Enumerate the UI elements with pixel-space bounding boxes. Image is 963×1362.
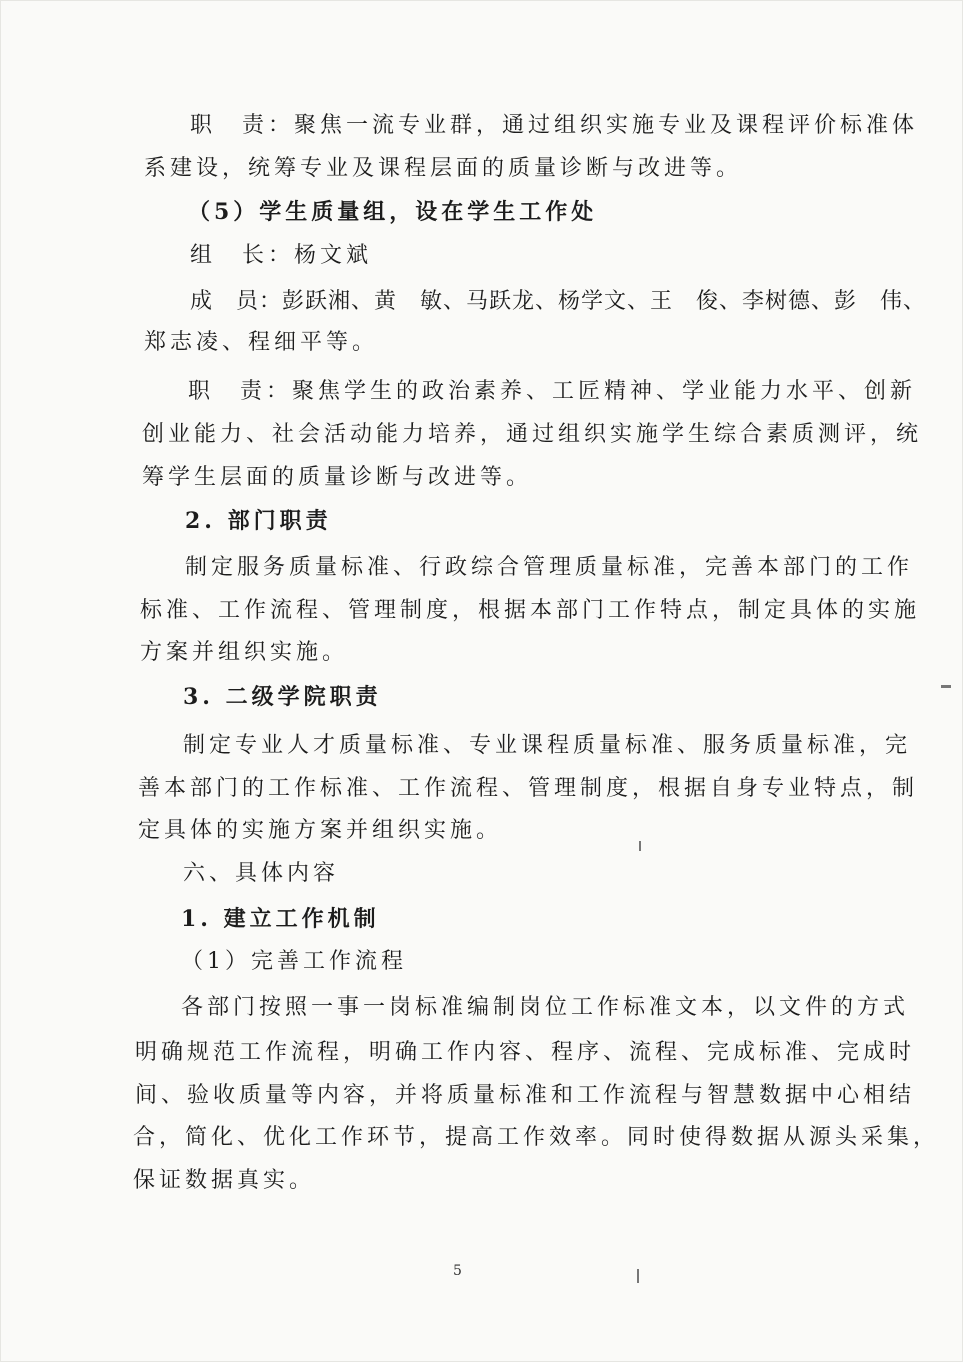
paragraph-line: 定具体的实施方案并组织实施。 bbox=[138, 818, 503, 843]
scan-mark bbox=[639, 841, 641, 851]
paragraph-line: 保证数据真实。 bbox=[133, 1168, 316, 1193]
scan-mark bbox=[637, 1269, 639, 1283]
paragraph-line: 系建设，统筹专业及课程层面的质量诊断与改进等。 bbox=[144, 156, 743, 181]
section-heading: 2. 部门职责 bbox=[185, 508, 332, 534]
section-heading: 六、具体内容 bbox=[183, 861, 340, 886]
paragraph-line: 制定专业人才质量标准、专业课程质量标准、服务质量标准，完 bbox=[183, 733, 912, 758]
section-heading: 3. 二级学院职责 bbox=[183, 684, 382, 710]
paragraph-line: 各部门按照一事一岗标准编制岗位工作标准文本，以文件的方式 bbox=[181, 995, 910, 1020]
paragraph-line: 标准、工作流程、管理制度，根据本部门工作特点，制定具体的实施 bbox=[140, 598, 921, 623]
page-number: 5 bbox=[453, 1263, 462, 1279]
paragraph-line: 组 长：杨文斌 bbox=[190, 243, 373, 268]
paragraph-line: 创业能力、社会活动能力培养，通过组织实施学生综合素质测评，统 bbox=[142, 422, 923, 447]
section-heading: 1. 建立工作机制 bbox=[181, 906, 380, 932]
scan-mark bbox=[941, 685, 951, 688]
paragraph-line: 制定服务质量标准、行政综合管理质量标准，完善本部门的工作 bbox=[185, 555, 914, 580]
paragraph-line: 善本部门的工作标准、工作流程、管理制度，根据自身专业特点，制 bbox=[138, 776, 919, 801]
paragraph-line: 职 责：聚焦一流专业群，通过组织实施专业及课程评价标准体 bbox=[190, 113, 919, 138]
paragraph-line: 职 责：聚焦学生的政治素养、工匠精神、学业能力水平、创新 bbox=[188, 379, 917, 404]
subsection-heading: （1）完善工作流程 bbox=[181, 949, 407, 974]
paragraph-line: 方案并组织实施。 bbox=[140, 640, 349, 665]
paragraph-line: 合，简化、优化工作环节，提高工作效率。同时使得数据从源头采集， bbox=[133, 1125, 940, 1150]
paragraph-line: 成 员：彭跃湘、黄 敏、马跃龙、杨学文、王 俊、李树德、彭 伟、 bbox=[190, 289, 927, 314]
paragraph-line: 筹学生层面的质量诊断与改进等。 bbox=[142, 465, 533, 490]
paragraph-line: 郑志凌、程细平等。 bbox=[144, 330, 379, 355]
section-heading: （5）学生质量组，设在学生工作处 bbox=[188, 199, 598, 225]
paragraph-line: 间、验收质量等内容，并将质量标准和工作流程与智慧数据中心相结 bbox=[135, 1083, 916, 1108]
paragraph-line: 明确规范工作流程，明确工作内容、程序、流程、完成标准、完成时 bbox=[135, 1040, 916, 1065]
